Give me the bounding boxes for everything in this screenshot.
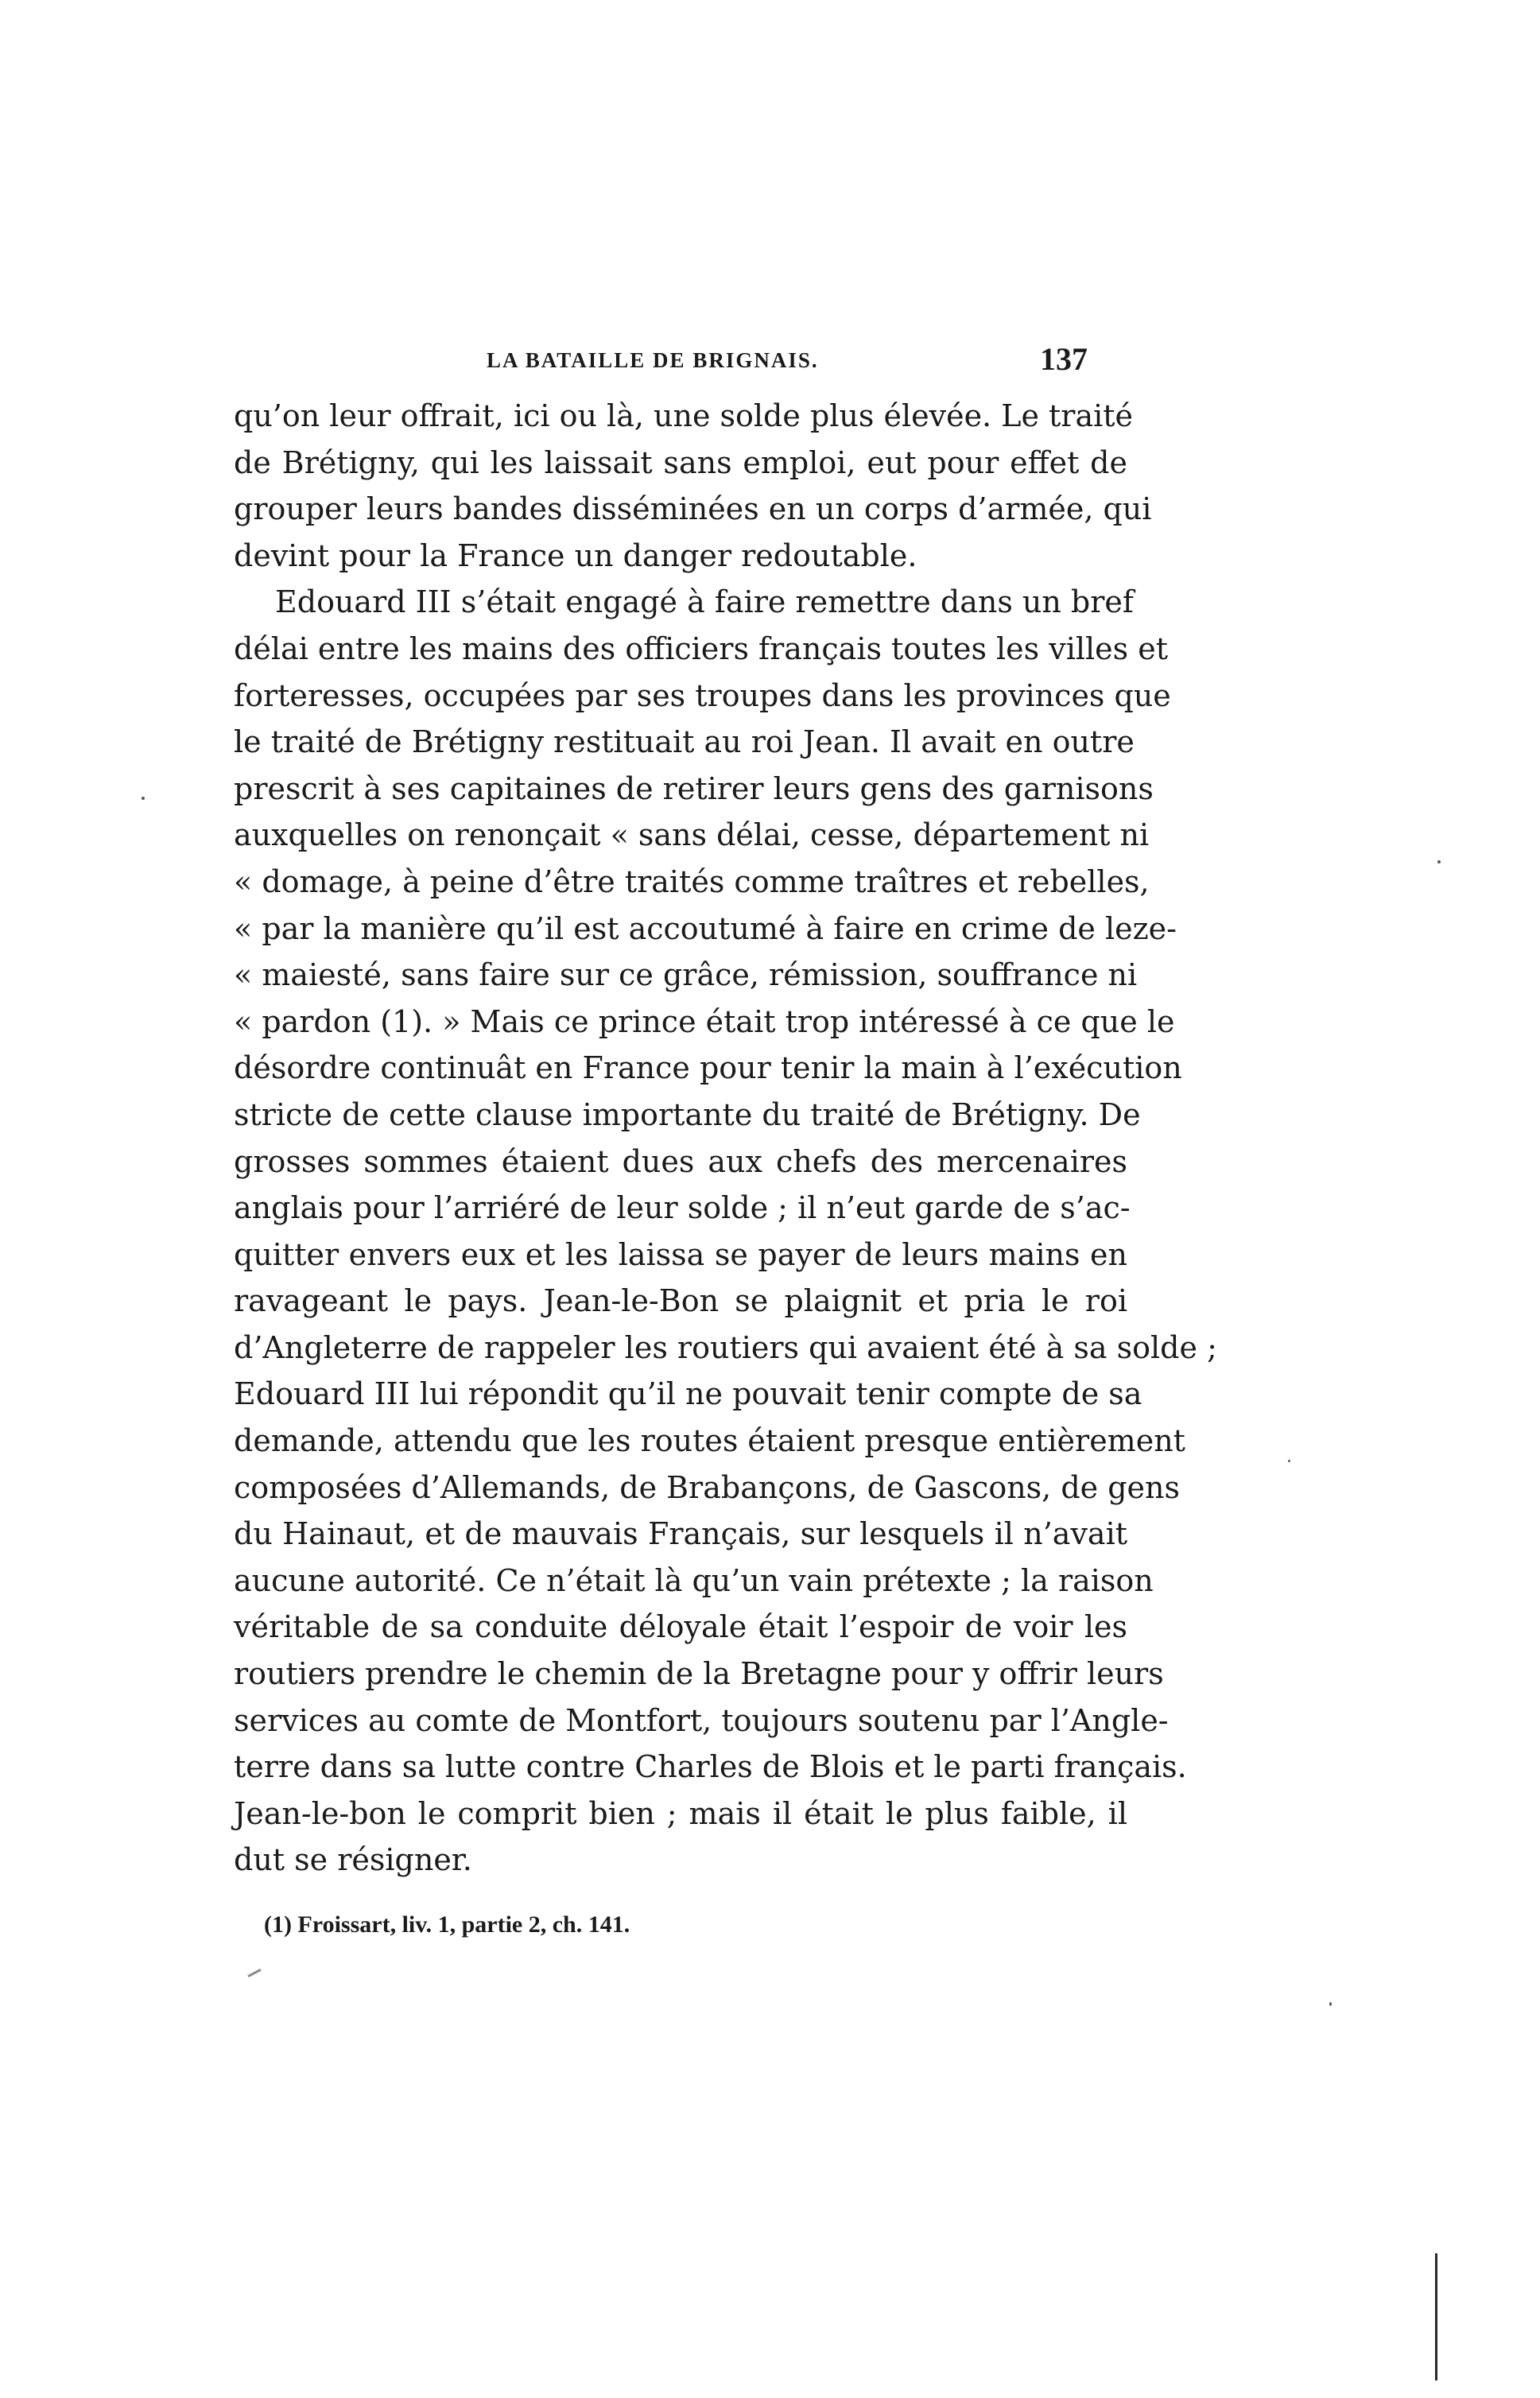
text-line: demande, attendu que les routes étaient presque entièrement [234,1423,1185,1459]
scan-speck [142,797,145,800]
text-line: « maiesté, sans faire sur ce grâce, rémission, souffrance ni [234,957,1138,993]
text-line: prescrit à ses capitaines de retirer leurs gens des garnisons [234,770,1154,806]
text-line: dut se résigner. [234,1842,472,1878]
text-line: terre dans sa lutte contre Charles de Blois et le parti français. [234,1749,1187,1785]
text-line: du Hainaut, et de mauvais Français, sur lesquels il n’avait [234,1516,1127,1552]
text-line: services au comte de Montfort, toujours soutenu par l’Angle- [234,1702,1169,1738]
page-number: 137 [1040,341,1088,377]
main-text [234,393,1217,1884]
scan-edge-line [1435,2253,1437,2381]
text-line: routiers prendre le chemin de la Bretagne pour y offrir leurs [234,1656,1164,1692]
scan-speck [1329,2002,1332,2006]
text-line: grosses sommes étaient dues aux chefs des mercenaires [234,1143,1127,1179]
footnote: (1) Froissart, liv. 1, partie 2, ch. 141. [264,1911,630,1938]
text-line: Edouard III lui répondit qu’il ne pouvait tenir compte de sa [234,1376,1142,1412]
text-line: qu’on leur offrait, ici ou là, une solde plus élevée. Le traité [234,398,1134,433]
text-line: le traité de Brétigny restituait au roi Jean. Il avait en outre [234,724,1135,760]
text-line: Jean-le-bon le comprit bien ; mais il était le plus faible, il [234,1795,1127,1831]
text-line: véritable de sa conduite déloyale était l’espoir de voir les [234,1609,1127,1645]
text-line: composées d’Allemands, de Brabançons, de Gascons, de gens [234,1469,1181,1505]
text-line: grouper leurs bandes disséminées en un corps d’armée, qui [234,491,1152,527]
text-line: « pardon (1). » Mais ce prince était trop intéressé à ce que le [234,1003,1175,1039]
scan-mark [247,1969,261,1977]
text-line: quitter envers eux et les laissa se payer de leurs mains en [234,1236,1127,1272]
text-line: « par la manière qu’il est accoutumé à faire en crime de leze- [234,910,1177,946]
text-line: devint pour la France un danger redoutable. [234,537,917,573]
text-line: « domage, à peine d’être traités comme traîtres et rebelles, [234,863,1150,899]
text-line: désordre continuât en France pour tenir la main à l’exécution [234,1050,1182,1086]
text-line: aucune autorité. Ce n’était là qu’un vain prétexte ; la raison [234,1562,1154,1598]
text-line: d’Angleterre de rappeler les routiers qui avaient été à sa solde ; [234,1329,1217,1365]
scan-speck [1288,1460,1290,1462]
text-line: anglais pour l’arriéré de leur solde ; il n’eut garde de s’ac- [234,1190,1131,1226]
text-line: de Brétigny, qui les laissait sans emploi, eut pour effet de [234,444,1127,480]
running-title: LA BATAILLE DE BRIGNAIS. [487,348,819,372]
text-line: auxquelles on renonçait « sans délai, cesse, département ni [234,817,1150,853]
text-line: stricte de cette clause importante du traité de Brétigny. De [234,1096,1141,1132]
text-line: Edouard III s’était engagé à faire remettre dans un bref [275,584,1134,620]
text-line: ravageant le pays. Jean-le-Bon se plaignit et pria le roi [234,1283,1127,1319]
scan-speck [1437,860,1441,863]
text-line: forteresses, occupées par ses troupes dans les provinces que [234,677,1171,713]
text-line: délai entre les mains des officiers français toutes les villes et [234,631,1168,666]
